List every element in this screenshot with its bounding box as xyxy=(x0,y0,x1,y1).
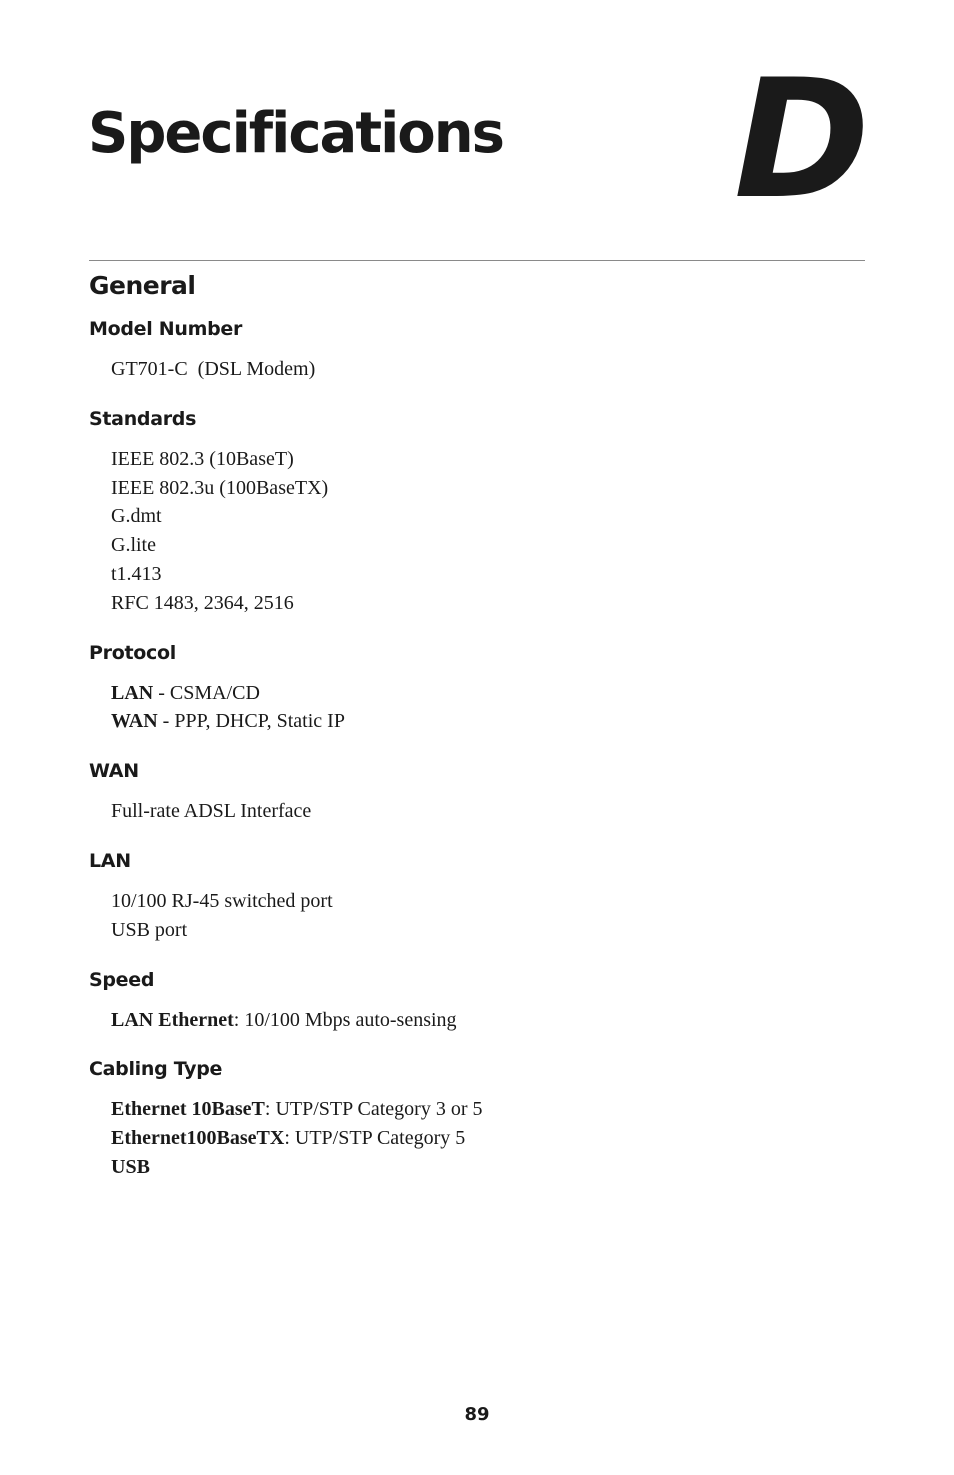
spec-line-text: - PPP, DHCP, Static IP xyxy=(157,710,345,733)
spec-block-wan xyxy=(89,758,865,826)
spec-line-label: Ethernet 10BaseT xyxy=(111,1098,265,1121)
spec-block-model-number xyxy=(89,316,865,384)
spec-line-text: t1.413 xyxy=(111,562,162,585)
spec-line xyxy=(111,589,865,618)
page-number: 89 xyxy=(464,1404,490,1425)
spec-body xyxy=(89,355,865,384)
spec-line xyxy=(111,502,865,531)
spec-heading: Cabling Type xyxy=(89,1058,223,1081)
spec-heading: LAN xyxy=(89,849,131,872)
spec-line-text: 10/100 RJ-45 switched port xyxy=(111,889,333,912)
spec-line xyxy=(111,474,865,503)
spec-body xyxy=(89,1095,865,1181)
spec-line-label: LAN xyxy=(111,681,154,704)
spec-content xyxy=(89,268,865,1182)
spec-line xyxy=(111,887,865,916)
spec-line xyxy=(111,797,865,826)
chapter-title: Specifications xyxy=(88,101,503,166)
spec-block-cabling-type xyxy=(89,1056,865,1181)
title-divider xyxy=(89,260,865,261)
section-title: General xyxy=(89,271,196,300)
spec-line-text: USB port xyxy=(111,918,188,941)
spec-line-text: G.dmt xyxy=(111,505,162,528)
spec-line-label: WAN xyxy=(111,710,158,733)
spec-line xyxy=(111,916,865,945)
spec-body xyxy=(89,679,865,737)
spec-line-text: IEEE 802.3 (10BaseT) xyxy=(111,447,294,470)
spec-line-text: Full-rate ADSL Interface xyxy=(111,800,312,823)
spec-line-label: Ethernet100BaseTX xyxy=(111,1127,285,1150)
spec-line xyxy=(111,560,865,589)
spec-line xyxy=(111,1153,865,1182)
spec-line-text: : UTP/STP Category 3 or 5 xyxy=(264,1098,483,1121)
spec-block-protocol xyxy=(89,640,865,737)
spec-line-text: : 10/100 Mbps auto-sensing xyxy=(233,1008,457,1031)
spec-heading: Standards xyxy=(89,407,197,430)
spec-line-text: RFC 1483, 2364, 2516 xyxy=(111,591,294,614)
spec-line xyxy=(111,679,865,708)
spec-heading: Speed xyxy=(89,968,155,991)
spec-heading: WAN xyxy=(89,760,139,783)
spec-line xyxy=(111,355,865,384)
spec-block-speed xyxy=(89,967,865,1035)
spec-heading: Model Number xyxy=(89,318,243,340)
chapter-letter: D xyxy=(733,44,866,235)
spec-line-label: USB xyxy=(111,1155,150,1178)
spec-line-text: : UTP/STP Category 5 xyxy=(284,1127,466,1150)
spec-body xyxy=(89,797,865,826)
spec-body xyxy=(89,1006,865,1035)
spec-line xyxy=(111,531,865,560)
spec-line-text: IEEE 802.3u (100BaseTX) xyxy=(111,476,329,499)
spec-line-text: - CSMA/CD xyxy=(153,681,260,704)
spec-line xyxy=(111,1124,865,1153)
spec-block-standards xyxy=(89,406,865,618)
spec-heading: Protocol xyxy=(89,641,176,664)
spec-body xyxy=(89,445,865,618)
spec-line xyxy=(111,445,865,474)
spec-line xyxy=(111,1006,865,1035)
spec-line-text: GT701-C (DSL Modem) xyxy=(111,358,316,380)
spec-block-lan xyxy=(89,848,865,945)
spec-body xyxy=(89,887,865,945)
spec-line-label: LAN Ethernet xyxy=(111,1008,234,1031)
spec-line xyxy=(111,1095,865,1124)
spec-line xyxy=(111,707,865,736)
spec-line-text: G.lite xyxy=(111,534,156,557)
